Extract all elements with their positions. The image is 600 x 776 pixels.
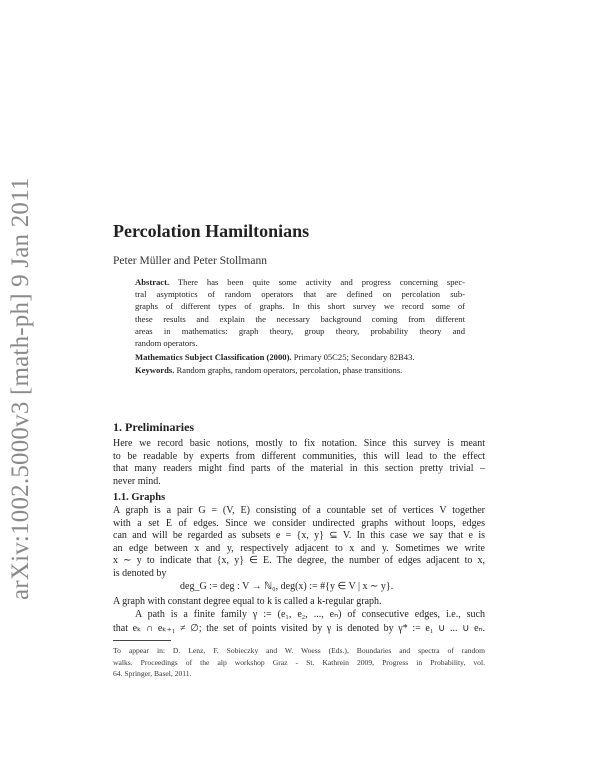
arxiv-stamp: arXiv:1002.5000v3 [math-ph] 9 Jan 2011: [7, 177, 34, 600]
footnote-line: walks. Proceedings of the alp workshop Graz - St. Kathrein 2009, Progress in Probability, vol.: [113, 657, 485, 667]
body-line: that eₖ ∩ eₖ₊₁ ≠ ∅; the set of points visited by γ is denoted by γ* := e₁ ∪ ... ∪ eₙ.: [113, 622, 485, 634]
body-line: is denoted by: [113, 567, 167, 579]
abstract-line: random operators.: [135, 338, 198, 349]
keywords-text: Random graphs, random operators, percolation, phase transitions.: [176, 365, 403, 375]
msc-label: Mathematics Subject Classification (2000).: [135, 352, 292, 362]
abstract-label: Abstract.: [135, 277, 170, 287]
path-paragraph: [113, 595, 485, 635]
body-line: Here we record basic notions, mostly to fix notation. Since this survey is meant: [113, 438, 485, 449]
paper-title: Percolation Hamiltonians: [113, 221, 310, 241]
abstract-line: There has been quite some activity and progress concerning spec-: [177, 277, 465, 287]
body-line: that many readers might find parts of the material in this section pretty trivial –: [113, 463, 485, 475]
abstract-line: graphs of different types of graphs. In this short survey we record some of: [135, 301, 465, 312]
msc: [135, 352, 465, 363]
keywords: [135, 365, 465, 376]
abstract: [135, 276, 465, 349]
footnote: [113, 645, 485, 680]
body-line: can and will be regarded as subsets e = {x, y} ⊆ V. In this case we say that e is: [113, 530, 485, 542]
abstract-line: areas in mathematics: graph theory, group theory, probability theory and: [135, 325, 465, 336]
keywords-label: Keywords.: [135, 365, 175, 375]
subsection-heading: 1.1. Graphs: [113, 492, 166, 503]
abstract-line: tral asymptotics of random operators that are defined on percolation sub-: [135, 289, 465, 300]
body-line: A graph with constant degree equal to k is called a k-regular graph.: [113, 596, 382, 607]
graph-paragraph: [113, 505, 485, 581]
abstract-line: these results and explain the necessary background coming from different: [135, 313, 465, 324]
body-line: x ∼ y to indicate that {x, y} ∈ E. The degree, the number of edges adjacent to x,: [113, 555, 485, 567]
degree-equation: deg_G := deg : V → ℕ₀, deg(x) := #{y ∈ V | x ∼ y}.: [180, 581, 394, 592]
footnote-line: 64. Springer, Basel, 2011.: [113, 669, 192, 678]
body-line: an edge between x and y, respectively adjacent to x and y. Sometimes we write: [113, 542, 485, 554]
footnote-rule: [113, 640, 171, 641]
body-line: with a set E of edges. Since we consider undirected graphs without loops, edges: [113, 517, 485, 529]
section-heading: 1. Preliminaries: [113, 420, 195, 434]
body-line: to be readable by experts from different communities, this will lead to the effect: [113, 450, 485, 462]
body-line: A graph is a pair G = (V, E) consisting of a countable set of vertices V together: [113, 505, 485, 516]
footnote-line: To appear in: D. Lenz, F. Sobieczky and W. Woess (Eds.), Boundaries and spectra of random: [113, 646, 485, 655]
authors: Peter Müller and Peter Stollmann: [113, 255, 267, 267]
body-line: A path is a finite family γ := (e₁, e₂, ..., eₙ) of consecutive edges, i.e., such: [135, 609, 485, 621]
body-line: never mind.: [113, 475, 161, 487]
msc-text: Primary 05C25; Secondary 82B43.: [293, 352, 415, 362]
section-paragraph: [113, 438, 485, 488]
